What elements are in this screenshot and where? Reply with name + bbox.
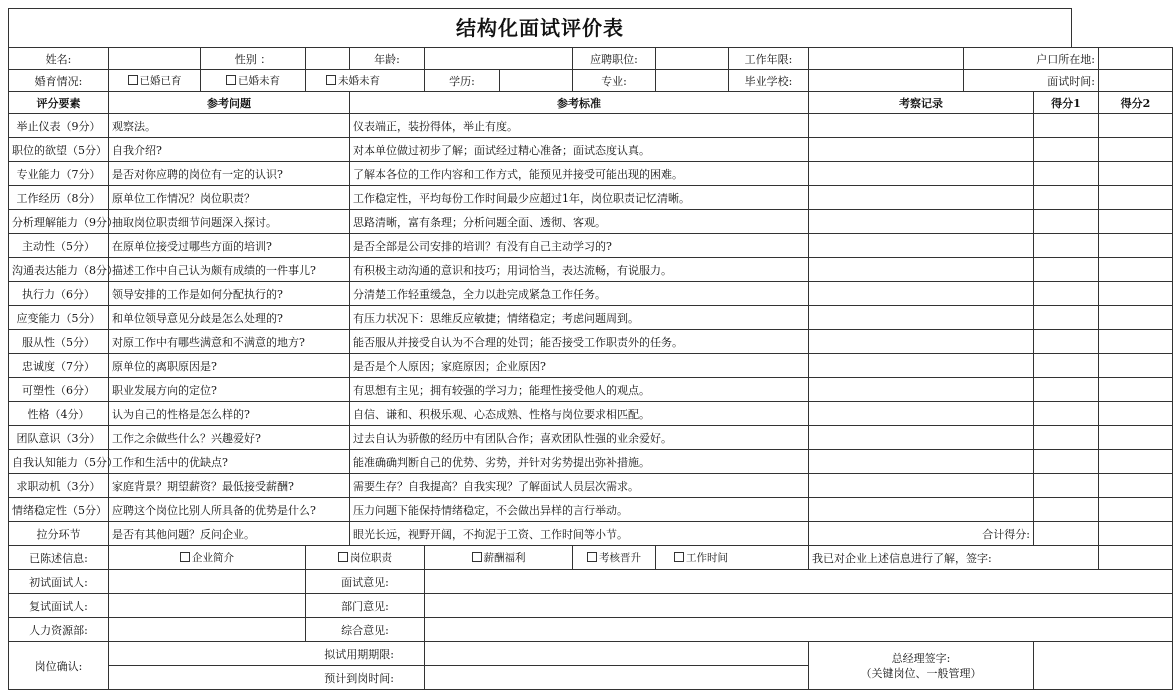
factor-cell: 求职动机（3分） xyxy=(9,474,109,498)
score1-cell[interactable] xyxy=(1034,402,1099,426)
record-cell[interactable] xyxy=(809,306,1034,330)
first-interviewer-field[interactable] xyxy=(109,570,306,594)
position-label: 应聘职位: xyxy=(573,48,656,70)
score2-cell[interactable] xyxy=(1099,138,1173,162)
header-factor: 评分要素 xyxy=(9,92,109,114)
score1-cell[interactable] xyxy=(1034,210,1099,234)
stated-option-2[interactable]: 岗位职责 xyxy=(306,546,425,570)
major-field[interactable] xyxy=(656,70,729,92)
record-cell[interactable] xyxy=(809,378,1034,402)
stated-option-3[interactable]: 薪酬福利 xyxy=(425,546,573,570)
form-title: 结构化面试评价表 xyxy=(8,8,1072,47)
factor-cell: 工作经历（8分） xyxy=(9,186,109,210)
question-cell: 工作和生活中的优缺点? xyxy=(109,450,350,474)
education-label: 学历: xyxy=(425,70,500,92)
score1-cell[interactable] xyxy=(1034,354,1099,378)
standard-cell: 需要生存？自我提高？自我实现？了解面试人员层次需求。 xyxy=(350,474,809,498)
header-standard: 参考标准 xyxy=(350,92,809,114)
factor-cell: 性格（4分） xyxy=(9,402,109,426)
overall-opinion-field[interactable] xyxy=(425,618,1173,642)
dept-opinion-field[interactable] xyxy=(425,594,1173,618)
standard-cell: 有积极主动沟通的意识和技巧；用词恰当，表达流畅，有说服力。 xyxy=(350,258,809,282)
factor-cell: 应变能力（5分） xyxy=(9,306,109,330)
score1-cell[interactable] xyxy=(1034,138,1099,162)
first-interview-row xyxy=(9,570,1173,594)
factor-cell: 举止仪表（9分） xyxy=(9,114,109,138)
record-cell[interactable] xyxy=(809,234,1034,258)
major-label: 专业: xyxy=(573,70,656,92)
standard-cell: 有压力状况下：思维反应敏捷；情绪稳定；考虑问题周到。 xyxy=(350,306,809,330)
checkbox-icon xyxy=(128,75,138,85)
table-row xyxy=(9,114,1173,138)
score2-cell[interactable] xyxy=(1099,426,1173,450)
question-cell: 是否有其他问题？反问企业。 xyxy=(109,522,350,546)
interview-opinion-label: 面试意见: xyxy=(306,570,425,594)
question-cell: 领导安排的工作是如何分配执行的? xyxy=(109,282,350,306)
score2-cell[interactable] xyxy=(1099,234,1173,258)
standard-cell: 眼光长远，视野开阔，不拘泥于工资、工作时间等小节。 xyxy=(350,522,809,546)
score2-cell[interactable] xyxy=(1099,354,1173,378)
standard-cell: 是否全部是公司安排的培训？有没有自己主动学习的? xyxy=(350,234,809,258)
stated-info-sign: 我已对企业上述信息进行了解，签字: xyxy=(809,546,1099,570)
score1-cell[interactable] xyxy=(1034,426,1099,450)
score1-cell[interactable] xyxy=(1034,306,1099,330)
record-cell[interactable] xyxy=(809,138,1034,162)
factor-cell: 执行力（6分） xyxy=(9,282,109,306)
score2-cell[interactable] xyxy=(1099,258,1173,282)
checkbox-icon xyxy=(226,75,236,85)
gm-sign-field[interactable] xyxy=(1034,642,1173,690)
standard-cell: 能否服从并接受自认为不合理的处罚；能否接受工作职责外的任务。 xyxy=(350,330,809,354)
info-row-1 xyxy=(9,48,1173,70)
question-cell: 描述工作中自己认为颇有成绩的一件事儿? xyxy=(109,258,350,282)
marital-option-2[interactable]: 已婚未育 xyxy=(201,70,306,92)
name-label: 姓名: xyxy=(9,48,109,70)
score2-cell[interactable] xyxy=(1099,330,1173,354)
record-cell[interactable] xyxy=(809,498,1034,522)
record-cell[interactable] xyxy=(809,282,1034,306)
standard-cell: 对本单位做过初步了解；面试经过精心准备；面试态度认真。 xyxy=(350,138,809,162)
evaluation-table xyxy=(8,47,1173,690)
stated-option-1[interactable]: 企业简介 xyxy=(109,546,306,570)
question-cell: 认为自己的性格是怎么样的? xyxy=(109,402,350,426)
hukou-field[interactable] xyxy=(1099,48,1173,70)
years-label: 工作年限: xyxy=(729,48,809,70)
first-interviewer-label: 初试面试人: xyxy=(9,570,109,594)
table-row xyxy=(9,402,1173,426)
record-cell[interactable] xyxy=(809,210,1034,234)
score2-cell[interactable] xyxy=(1099,450,1173,474)
factor-cell: 分析理解能力（9分） xyxy=(9,210,109,234)
header-record: 考察记录 xyxy=(809,92,1034,114)
record-cell[interactable] xyxy=(809,114,1034,138)
total-score-label: 合计得分: xyxy=(809,522,1034,546)
interview-time-field[interactable] xyxy=(1099,70,1173,92)
overall-opinion-label: 综合意见: xyxy=(306,618,425,642)
standard-cell: 过去自认为骄傲的经历中有团队合作；喜欢团队性强的业余爱好。 xyxy=(350,426,809,450)
probation-label: 拟试用期期限: xyxy=(109,642,425,666)
score1-cell[interactable] xyxy=(1034,450,1099,474)
hr-row xyxy=(9,618,1173,642)
standard-cell: 分清楚工作轻重缓急，全力以赴完成紧急工作任务。 xyxy=(350,282,809,306)
education-field[interactable] xyxy=(500,70,573,92)
question-cell: 应聘这个岗位比别人所具备的优势是什么? xyxy=(109,498,350,522)
table-row xyxy=(9,522,1173,546)
years-field[interactable] xyxy=(809,48,964,70)
table-row xyxy=(9,186,1173,210)
standard-cell: 能准确确判断自己的优势、劣势，并针对劣势提出弥补措施。 xyxy=(350,450,809,474)
table-row xyxy=(9,234,1173,258)
stated-info-label: 已陈述信息: xyxy=(9,546,109,570)
factor-cell: 忠诚度（7分） xyxy=(9,354,109,378)
second-interview-row xyxy=(9,594,1173,618)
factor-cell: 沟通表达能力（8分） xyxy=(9,258,109,282)
header-score1: 得分1 xyxy=(1034,92,1099,114)
hukou-label: 户口所在地: xyxy=(964,48,1099,70)
table-row xyxy=(9,162,1173,186)
factor-cell: 拉分环节 xyxy=(9,522,109,546)
table-row xyxy=(9,426,1173,450)
stated-info-sign-field[interactable] xyxy=(1099,546,1173,570)
table-row xyxy=(9,378,1173,402)
second-interviewer-label: 复试面试人: xyxy=(9,594,109,618)
marital-option-3[interactable]: 未婚未育 xyxy=(306,70,425,92)
question-cell: 是否对你应聘的岗位有一定的认识? xyxy=(109,162,350,186)
dept-opinion-label: 部门意见: xyxy=(306,594,425,618)
name-field[interactable] xyxy=(109,48,201,70)
marital-label: 婚育情况: xyxy=(9,70,109,92)
record-cell[interactable] xyxy=(809,402,1034,426)
position-confirm-label: 岗位确认: xyxy=(9,642,109,690)
probation-field[interactable] xyxy=(425,642,809,666)
record-cell[interactable] xyxy=(809,426,1034,450)
record-cell[interactable] xyxy=(809,186,1034,210)
factor-cell: 团队意识（3分） xyxy=(9,426,109,450)
question-cell: 抽取岗位职责细节问题深入探讨。 xyxy=(109,210,350,234)
gender-field[interactable] xyxy=(306,48,350,70)
hr-field[interactable] xyxy=(109,618,306,642)
table-row xyxy=(9,474,1173,498)
factor-cell: 职位的欲望（5分） xyxy=(9,138,109,162)
standard-cell: 工作稳定性，平均每份工作时间最少应超过1年，岗位职责记忆清晰。 xyxy=(350,186,809,210)
factor-cell: 主动性（5分） xyxy=(9,234,109,258)
checkbox-icon xyxy=(587,552,597,562)
score1-cell[interactable] xyxy=(1034,186,1099,210)
checkbox-icon xyxy=(180,552,190,562)
header-row xyxy=(9,92,1173,114)
total-score2-cell[interactable] xyxy=(1099,522,1173,546)
table-row xyxy=(9,282,1173,306)
table-row xyxy=(9,498,1173,522)
question-cell: 和单位领导意见分歧是怎么处理的? xyxy=(109,306,350,330)
score1-cell[interactable] xyxy=(1034,282,1099,306)
score1-cell[interactable] xyxy=(1034,378,1099,402)
question-cell: 工作之余做些什么？兴趣爱好? xyxy=(109,426,350,450)
gender-label: 性别 ： xyxy=(201,48,306,70)
table-row xyxy=(9,450,1173,474)
record-cell[interactable] xyxy=(809,450,1034,474)
factor-cell: 情绪稳定性（5分） xyxy=(9,498,109,522)
score2-cell[interactable] xyxy=(1099,306,1173,330)
table-row xyxy=(9,138,1173,162)
score1-cell[interactable] xyxy=(1034,114,1099,138)
position-confirm-row-1 xyxy=(9,642,1173,666)
school-label: 毕业学校: xyxy=(729,70,809,92)
standard-cell: 思路清晰，富有条理；分析问题全面、透彻、客观。 xyxy=(350,210,809,234)
question-cell: 观察法。 xyxy=(109,114,350,138)
header-question: 参考问题 xyxy=(109,92,350,114)
score2-cell[interactable] xyxy=(1099,498,1173,522)
checkbox-icon xyxy=(326,75,336,85)
table-row xyxy=(9,258,1173,282)
gm-sign-label: 总经理签字: xyxy=(891,651,951,665)
standard-cell: 自信、谦和、积极乐观、心态成熟、性格与岗位要求相匹配。 xyxy=(350,402,809,426)
checkbox-icon xyxy=(338,552,348,562)
header-score2: 得分2 xyxy=(1099,92,1173,114)
record-cell[interactable] xyxy=(809,258,1034,282)
stated-option-4[interactable]: 考核晋升 xyxy=(573,546,656,570)
standard-cell: 压力问题下能保持情绪稳定，不会做出异样的言行举动。 xyxy=(350,498,809,522)
score2-cell[interactable] xyxy=(1099,114,1173,138)
interview-opinion-field[interactable] xyxy=(425,570,1173,594)
factor-cell: 专业能力（7分） xyxy=(9,162,109,186)
question-cell: 自我介绍? xyxy=(109,138,350,162)
hr-label: 人力资源部: xyxy=(9,618,109,642)
expected-date-field[interactable] xyxy=(425,666,809,690)
score1-cell[interactable] xyxy=(1034,330,1099,354)
checkbox-icon xyxy=(472,552,482,562)
total-score1-cell[interactable] xyxy=(1034,522,1099,546)
factor-cell: 服从性（5分） xyxy=(9,330,109,354)
score2-cell[interactable] xyxy=(1099,186,1173,210)
score1-cell[interactable] xyxy=(1034,498,1099,522)
question-cell: 原单位的离职原因是? xyxy=(109,354,350,378)
school-field[interactable] xyxy=(809,70,964,92)
table-row xyxy=(9,354,1173,378)
interview-time-label: 面试时间: xyxy=(964,70,1099,92)
gm-sign-note: （关键岗位、一般管理） xyxy=(860,666,982,680)
marital-option-1[interactable]: 已婚已育 xyxy=(109,70,201,92)
score1-cell[interactable] xyxy=(1034,474,1099,498)
question-cell: 对原工作中有哪些满意和不满意的地方? xyxy=(109,330,350,354)
score2-cell[interactable] xyxy=(1099,402,1173,426)
table-row xyxy=(9,330,1173,354)
table-row xyxy=(9,210,1173,234)
position-field[interactable] xyxy=(656,48,729,70)
score1-cell[interactable] xyxy=(1034,162,1099,186)
expected-date-label: 预计到岗时间: xyxy=(109,666,425,690)
score2-cell[interactable] xyxy=(1099,162,1173,186)
standard-cell: 仪表端正，装扮得体，举止有度。 xyxy=(350,114,809,138)
info-row-2 xyxy=(9,70,1173,92)
standard-cell: 是否是个人原因；家庭原因；企业原因? xyxy=(350,354,809,378)
question-cell: 家庭背景？期望薪资？最低接受薪酬? xyxy=(109,474,350,498)
age-field[interactable] xyxy=(425,48,573,70)
score1-cell[interactable] xyxy=(1034,234,1099,258)
record-cell[interactable] xyxy=(809,162,1034,186)
score2-cell[interactable] xyxy=(1099,282,1173,306)
stated-option-5[interactable]: 工作时间 xyxy=(656,546,809,570)
record-cell[interactable] xyxy=(809,330,1034,354)
record-cell[interactable] xyxy=(809,474,1034,498)
second-interviewer-field[interactable] xyxy=(109,594,306,618)
record-cell[interactable] xyxy=(809,354,1034,378)
gm-sign-cell xyxy=(809,642,1034,690)
question-cell: 在原单位接受过哪些方面的培训? xyxy=(109,234,350,258)
age-label: 年龄: xyxy=(350,48,425,70)
score2-cell[interactable] xyxy=(1099,210,1173,234)
standard-cell: 有思想有主见；拥有较强的学习力；能理性接受他人的观点。 xyxy=(350,378,809,402)
evaluation-sheet xyxy=(8,8,1151,690)
table-row xyxy=(9,306,1173,330)
question-cell: 职业发展方向的定位? xyxy=(109,378,350,402)
score1-cell[interactable] xyxy=(1034,258,1099,282)
factor-cell: 自我认知能力（5分） xyxy=(9,450,109,474)
score2-cell[interactable] xyxy=(1099,378,1173,402)
question-cell: 原单位工作情况？岗位职责？ xyxy=(109,186,350,210)
score2-cell[interactable] xyxy=(1099,474,1173,498)
checkbox-icon xyxy=(674,552,684,562)
standard-cell: 了解本各位的工作内容和工作方式，能预见并接受可能出现的困难。 xyxy=(350,162,809,186)
stated-info-row xyxy=(9,546,1173,570)
factor-cell: 可塑性（6分） xyxy=(9,378,109,402)
